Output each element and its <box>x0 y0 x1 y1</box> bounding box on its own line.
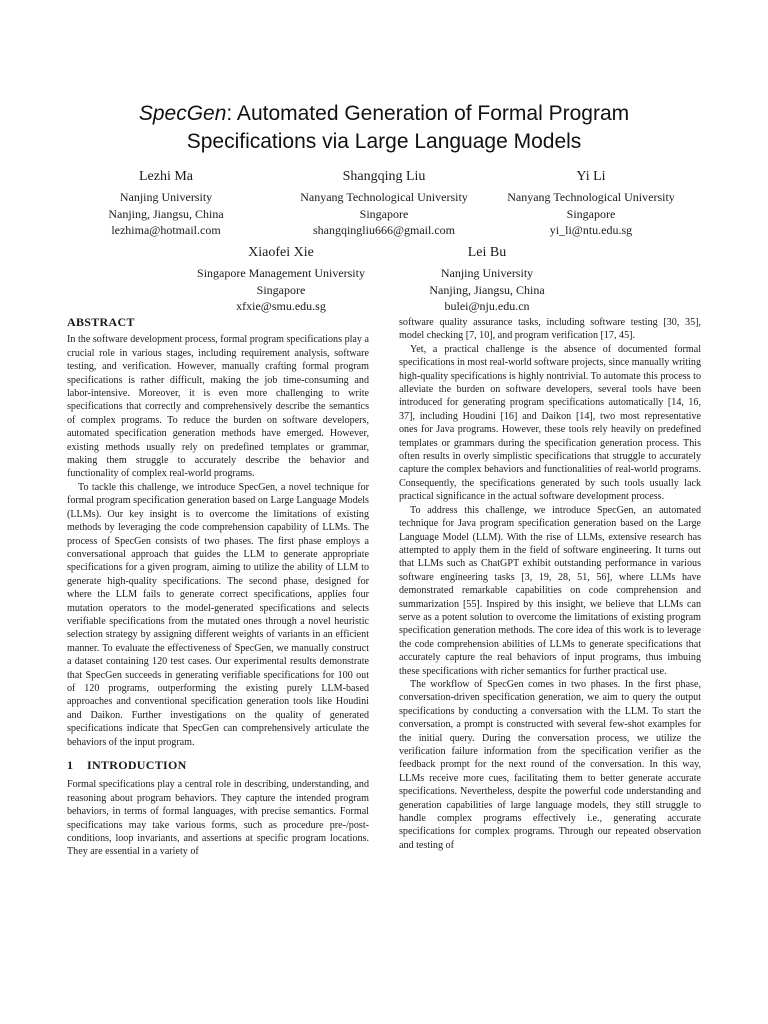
right-column <box>399 316 701 852</box>
body-paragraph: The workflow of SpecGen comes in two phases. In the first phase, conversation-driven specification generation, we aim to query the output specifications by conducting a conversation with the LLM. To start the conversation, a prompt is constructed with several few-shot examples for the initial query. During the conversation process, we utilize the verification failure information from the specification verifier as the feedback prompt for the next round of the conversation. In this way, LLMs receive more cues, facilitating them to better generate accurate specifications. Nevertheless, despite the powerful code understanding and generation capabilities of large language models, they still struggle to handle complex programs effectively i.e., generating accurate specifications for complex programs. Through our repeated observation and testing of <box>399 678 701 851</box>
abstract-paragraph: To tackle this challenge, we introduce SpecGen, a novel technique for formal program specification generation based on Large Language Models (LLMs). Our key insight is to overcome the limitations of existing methods by leveraging the code comprehension capability of LLMs. The process of SpecGen consists of two phases. The first phase employs a conversational approach that guides the LLM to generate appropriate specifications for a given program, aiming to utilize the ability of LLM to generate high-quality specifications. The second phase, designed for where the LLM fails to generate correct specifications, applies four mutation operators to the model-generated specifications and selects verifiable specifications from the mutated ones through a novel heuristic selection strategy by assigning different weights of variants in an efficient manner. To evaluate the effectiveness of SpecGen, we manually construct a dataset containing 120 test cases. Our experimental results demonstrate that SpecGen succeeds in generating verifiable specifications for 100 out of 120 programs, outperforming the existing purely LLM-based approaches and conventional specification generation tools like Houdini and Daikon. Further investigations on the quality of generated specifications indicate that SpecGen can comprehensively articulate the behaviors of the input program. <box>67 481 369 748</box>
section-number: 1 <box>67 758 74 772</box>
author-name: Lezhi Ma <box>138 169 194 184</box>
author-affiliation: Nanjing University <box>119 190 213 204</box>
author-email: lezhima@hotmail.com <box>111 223 221 237</box>
author-block <box>486 167 696 239</box>
title-line-2: Specifications via Large Language Models <box>186 130 582 153</box>
author-block <box>279 167 489 239</box>
author-location: Singapore <box>256 282 306 297</box>
author-affiliation: Singapore Management University <box>197 266 365 280</box>
author-name: Xiaofei Xie <box>248 245 314 260</box>
author-email: shangqingliu666@gmail.com <box>312 223 456 237</box>
author-block <box>76 167 256 239</box>
body-paragraph: software quality assurance tasks, including software testing [30, 35], model checking [7, 10], and program verification [17, 45]. <box>399 317 701 342</box>
author-name: Lei Bu <box>467 245 507 260</box>
author-affiliation: Nanjing University <box>440 266 534 280</box>
body-paragraph: Yet, a practical challenge is the absence of documented formal specifications in most real-world software projects, since manually writing high-quality specifications is highly nontrivial. To automate this process to alleviate the burden on software developers, several tools have been introduced for generating program specifications automatically [14, 16, 37], including Houdini [16] and Daikon [14], two most representative ones for Java programs. However, these tools rely heavily on predefined templates or grammars during the specification generation process. This often results in overly simplistic specifications that struggle to accurately capture the complex behaviors and functionalities of real-world programs. Consequently, the specifications generated by such tools usually lack practical significance in the actual software development process. <box>399 343 701 503</box>
author-block <box>397 243 577 315</box>
body-paragraph: To address this challenge, we introduce SpecGen, an automated technique for Java program specification generation based on the Large Language Model (LLM). With the rise of LLMs, extensive research has attempted to apply them in the field of software engineering. It turns out that LLMs such as ChatGPT exhibit outstanding performance in various software engineering tasks [3, 19, 28, 51, 56], where LLMs have demonstrated remarkable capabilities on code comprehension and summarization [55]. Inspired by this insight, we believe that LLMs can serve as a potent solution to overcome the limitations of existing program specification generation methods. The core idea of this work is to leverage the code comprehension abilities of LLMs to generate specifications that accurately capture the real behaviors of input programs, thus imbuing these specifications with richer semantics for further practical use. <box>399 504 701 677</box>
title-line-1-rest: : Automated Generation of Formal Program <box>226 102 630 125</box>
author-affiliation: Nanyang Technological University <box>300 190 468 204</box>
author-location: Singapore <box>359 206 409 221</box>
abstract-heading: ABSTRACT <box>67 315 135 329</box>
title-tool-name: SpecGen <box>138 102 227 125</box>
author-block <box>176 243 386 315</box>
paper-title <box>0 100 768 156</box>
author-name: Yi Li <box>576 169 606 184</box>
author-location: Singapore <box>566 206 616 221</box>
section-title: INTRODUCTION <box>87 758 187 772</box>
author-location: Nanjing, Jiangsu, China <box>108 206 224 221</box>
title-line-1 <box>0 100 768 128</box>
author-email: xfxie@smu.edu.sg <box>236 299 326 313</box>
author-location: Nanjing, Jiangsu, China <box>429 282 545 297</box>
author-email: yi_li@ntu.edu.sg <box>549 223 633 237</box>
author-name: Shangqing Liu <box>342 169 426 184</box>
left-column <box>67 316 369 859</box>
introduction-heading <box>67 759 369 772</box>
intro-paragraph: Formal specifications play a central role in describing, understanding, and reasoning about program behaviors. They capture the intended program behaviors, in terms of formal languages, with precise semantics. Formal specifications may take various forms, such as procedure pre-/post-conditions, loop invariants, and assertions at specific program locations. They are essential in a variety of <box>67 779 369 858</box>
author-email: bulei@nju.edu.cn <box>444 299 530 313</box>
abstract-paragraph: In the software development process, formal program specifications play a crucial role in various stages, including requirement analysis, software testing, and verification. However, manually crafting formal program specifications is rather difficult, making the job time-consuming and labor-intensive. Moreover, it is even more challenging to write specifications that correctly and comprehensively describe the semantics of complex programs. To reduce the burden on software developers, automated specification generation methods have emerged. However, existing methods usually rely on predefined templates or grammar, making them struggle to accurately describe the behavior and functionality of complex real-world programs. <box>67 334 369 480</box>
author-affiliation: Nanyang Technological University <box>507 190 675 204</box>
